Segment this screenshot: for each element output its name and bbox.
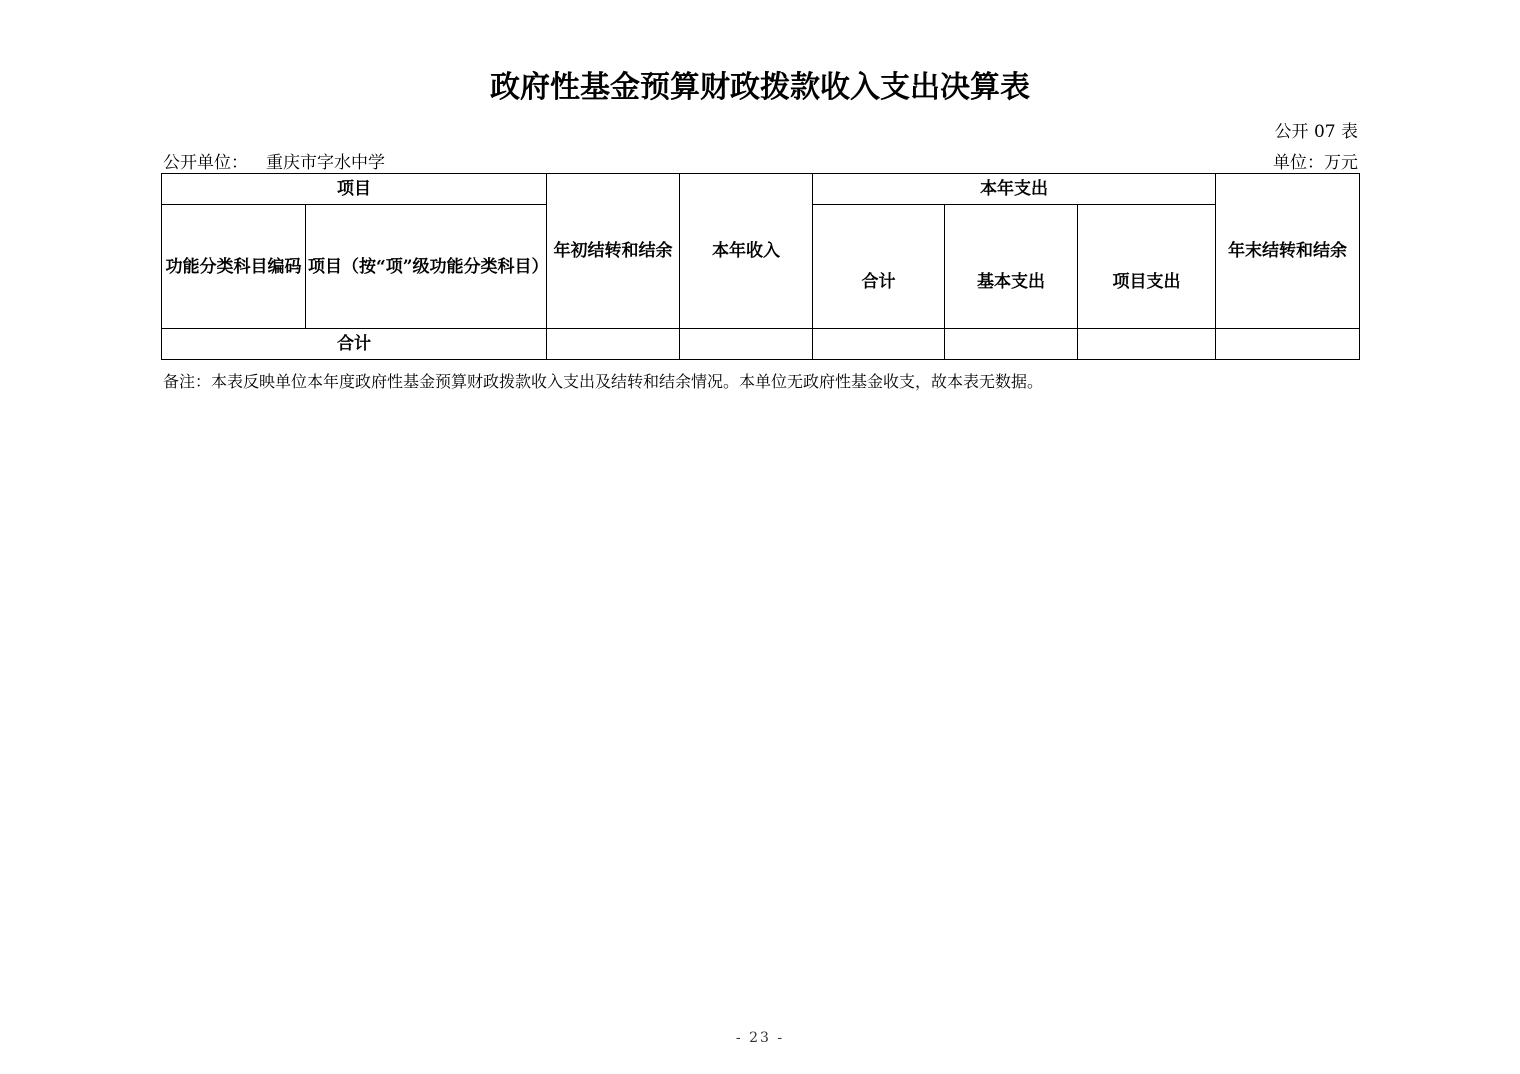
total-end-balance	[1216, 329, 1360, 360]
meta-row	[163, 148, 1358, 173]
total-row-label: 合计	[162, 329, 547, 360]
reporting-unit	[163, 148, 385, 173]
total-current-income	[680, 329, 813, 360]
reporting-unit-name: 重庆市字水中学	[266, 153, 385, 173]
total-row	[162, 329, 1360, 360]
total-expense-total	[813, 329, 945, 360]
header-expense-total: 合计	[813, 205, 945, 329]
total-begin-balance	[547, 329, 680, 360]
reporting-unit-label: 公开单位：	[163, 153, 248, 173]
header-end-balance: 年末结转和结余	[1216, 174, 1360, 329]
header-item-name: 项目（按“项”级功能分类科目）	[306, 205, 547, 329]
total-expense-basic	[945, 329, 1078, 360]
table-note: 备注：本表反映单位本年度政府性基金预算财政拨款收入支出及结转和结余情况。本单位无政府性基金收支，故本表无数据。	[163, 372, 1044, 391]
page-number: - 23 -	[735, 1030, 785, 1046]
form-number: 公开 07 表	[1274, 122, 1358, 142]
header-current-expense: 本年支出	[813, 174, 1216, 205]
total-expense-project	[1078, 329, 1216, 360]
header-begin-balance: 年初结转和结余	[547, 174, 680, 329]
budget-table	[161, 173, 1360, 360]
header-expense-basic: 基本支出	[945, 205, 1078, 329]
header-current-income: 本年收入	[680, 174, 813, 329]
currency-unit: 单位：万元	[1273, 153, 1358, 173]
header-item: 项目	[162, 174, 547, 205]
header-row-1	[162, 174, 1360, 205]
page-title: 政府性基金预算财政拨款收入支出决算表	[490, 70, 1030, 105]
header-func-code: 功能分类科目编码	[162, 205, 306, 329]
header-expense-project: 项目支出	[1078, 205, 1216, 329]
